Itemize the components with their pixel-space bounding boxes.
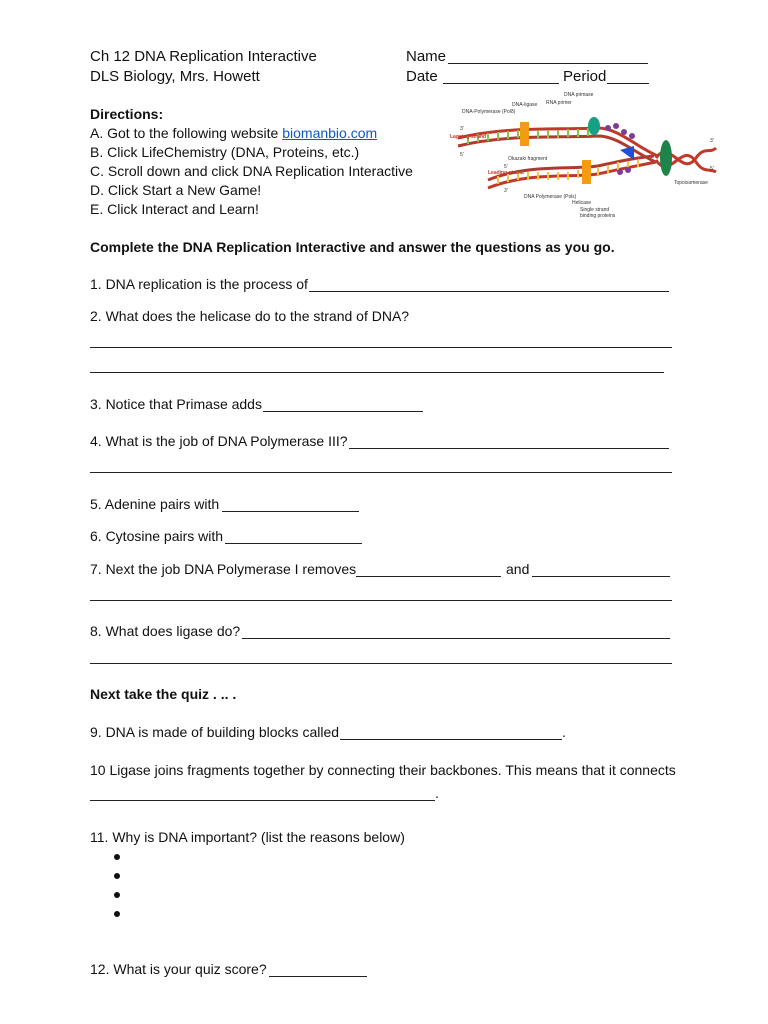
direction-e: E. Click Interact and Learn! [90, 201, 259, 217]
question-5: 5. Adenine pairs with [90, 496, 220, 512]
question-9: 9. DNA is made of building blocks called [90, 724, 340, 740]
answer-2-line-1[interactable] [90, 347, 672, 348]
answer-6-blank[interactable] [225, 543, 362, 544]
label-5prime-top: 5' [460, 152, 464, 158]
dna-ligase-enzyme [520, 122, 529, 146]
question-4: 4. What is the job of DNA Polymerase III? [90, 433, 348, 449]
answer-7-line-2[interactable] [90, 600, 672, 601]
course-name: DLS Biology, Mrs. Howett [90, 68, 260, 85]
label-okazaki: Okazaki fragment [508, 156, 548, 162]
question-11: 11. Why is DNA important? (list the reasons below) [90, 829, 405, 845]
label-dna-ligase: DNA-ligase [512, 102, 538, 108]
website-link[interactable]: biomanbio.com [282, 125, 378, 141]
question-6: 6. Cytosine pairs with [90, 528, 224, 544]
direction-b: B. Click LifeChemistry (DNA, Proteins, etc.) [90, 144, 360, 160]
bullet-point [114, 854, 120, 860]
question-9-period: . [562, 724, 566, 740]
topoisomerase-enzyme [660, 140, 672, 176]
label-rna-primer: RNA primer [546, 100, 572, 106]
bullet-point [114, 873, 120, 879]
label-5prime-right: 5' [710, 166, 714, 172]
direction-a-text: A. Got to the following website [90, 125, 283, 141]
direction-a [90, 125, 377, 141]
answer-4-line-2[interactable] [90, 472, 672, 473]
helicase-enzyme [620, 146, 634, 160]
quiz-heading: Next take the quiz . .. . [90, 686, 237, 702]
primase-enzyme [588, 117, 600, 135]
date-label: Date [406, 68, 438, 85]
label-topoisomerase: Topoisomerase [674, 180, 708, 186]
question-3: 3. Notice that Primase adds [90, 396, 262, 412]
label-dna-pol-e: DNA Polymerase (Polε) [524, 194, 577, 200]
directions-heading: Directions: [90, 106, 164, 122]
question-10-period: . [435, 785, 439, 801]
answer-4-blank[interactable] [349, 448, 669, 449]
label-3prime-lower: 3' [504, 188, 508, 194]
direction-d: D. Click Start a New Game! [90, 182, 262, 198]
question-10: 10 Ligase joins fragments together by connecting their backbones. This means that it connects [90, 762, 676, 778]
instructions: Complete the DNA Replication Interactive and answer the questions as you go. [90, 239, 615, 255]
question-8: 8. What does ligase do? [90, 623, 241, 639]
date-blank[interactable] [443, 83, 559, 84]
polymerase-leading-enzyme [582, 160, 591, 184]
answer-8-blank[interactable] [242, 638, 670, 639]
label-binding-proteins: binding proteins [580, 213, 616, 219]
label-leading: Leading strand [488, 170, 524, 176]
label-dna-primase: DNA primase [564, 92, 594, 98]
answer-7-blank-2[interactable] [532, 576, 670, 577]
label-helicase: Helicase [572, 200, 592, 206]
dna-replication-diagram [448, 88, 718, 220]
period-blank[interactable] [607, 83, 649, 84]
bullet-point [114, 911, 120, 917]
label-3prime-top: 3' [460, 126, 464, 132]
answer-5-blank[interactable] [222, 511, 359, 512]
direction-c: C. Scroll down and click DNA Replication Interactive [90, 163, 413, 179]
name-label: Name [406, 48, 447, 65]
answer-9-blank[interactable] [340, 739, 562, 740]
answer-8-line-2[interactable] [90, 663, 672, 664]
period-label: Period [563, 68, 607, 85]
question-12: 12. What is your quiz score? [90, 961, 267, 977]
label-5prime-lower: 5' [504, 164, 508, 170]
label-lagging: Lagging strand [450, 134, 487, 140]
question-2: 2. What does the helicase do to the strand of DNA? [90, 308, 410, 324]
answer-12-blank[interactable] [269, 976, 367, 977]
question-7: 7. Next the job DNA Polymerase I removes [90, 561, 357, 577]
label-3prime-right: 3' [710, 138, 714, 144]
worksheet-title: Ch 12 DNA Replication Interactive [90, 48, 317, 65]
label-single-strand: Single strand [580, 207, 610, 213]
answer-2-line-2[interactable] [90, 372, 664, 373]
answer-1-blank[interactable] [309, 291, 669, 292]
bullet-point [114, 892, 120, 898]
question-7-and: and [506, 561, 530, 577]
question-1: 1. DNA replication is the process of [90, 276, 308, 292]
label-dna-pol-d: DNA-Polymerase (Polδ) [462, 109, 516, 115]
name-blank[interactable] [448, 63, 648, 64]
answer-3-blank[interactable] [263, 411, 423, 412]
answer-7-blank-1[interactable] [356, 576, 501, 577]
answer-10-blank[interactable] [90, 800, 435, 801]
